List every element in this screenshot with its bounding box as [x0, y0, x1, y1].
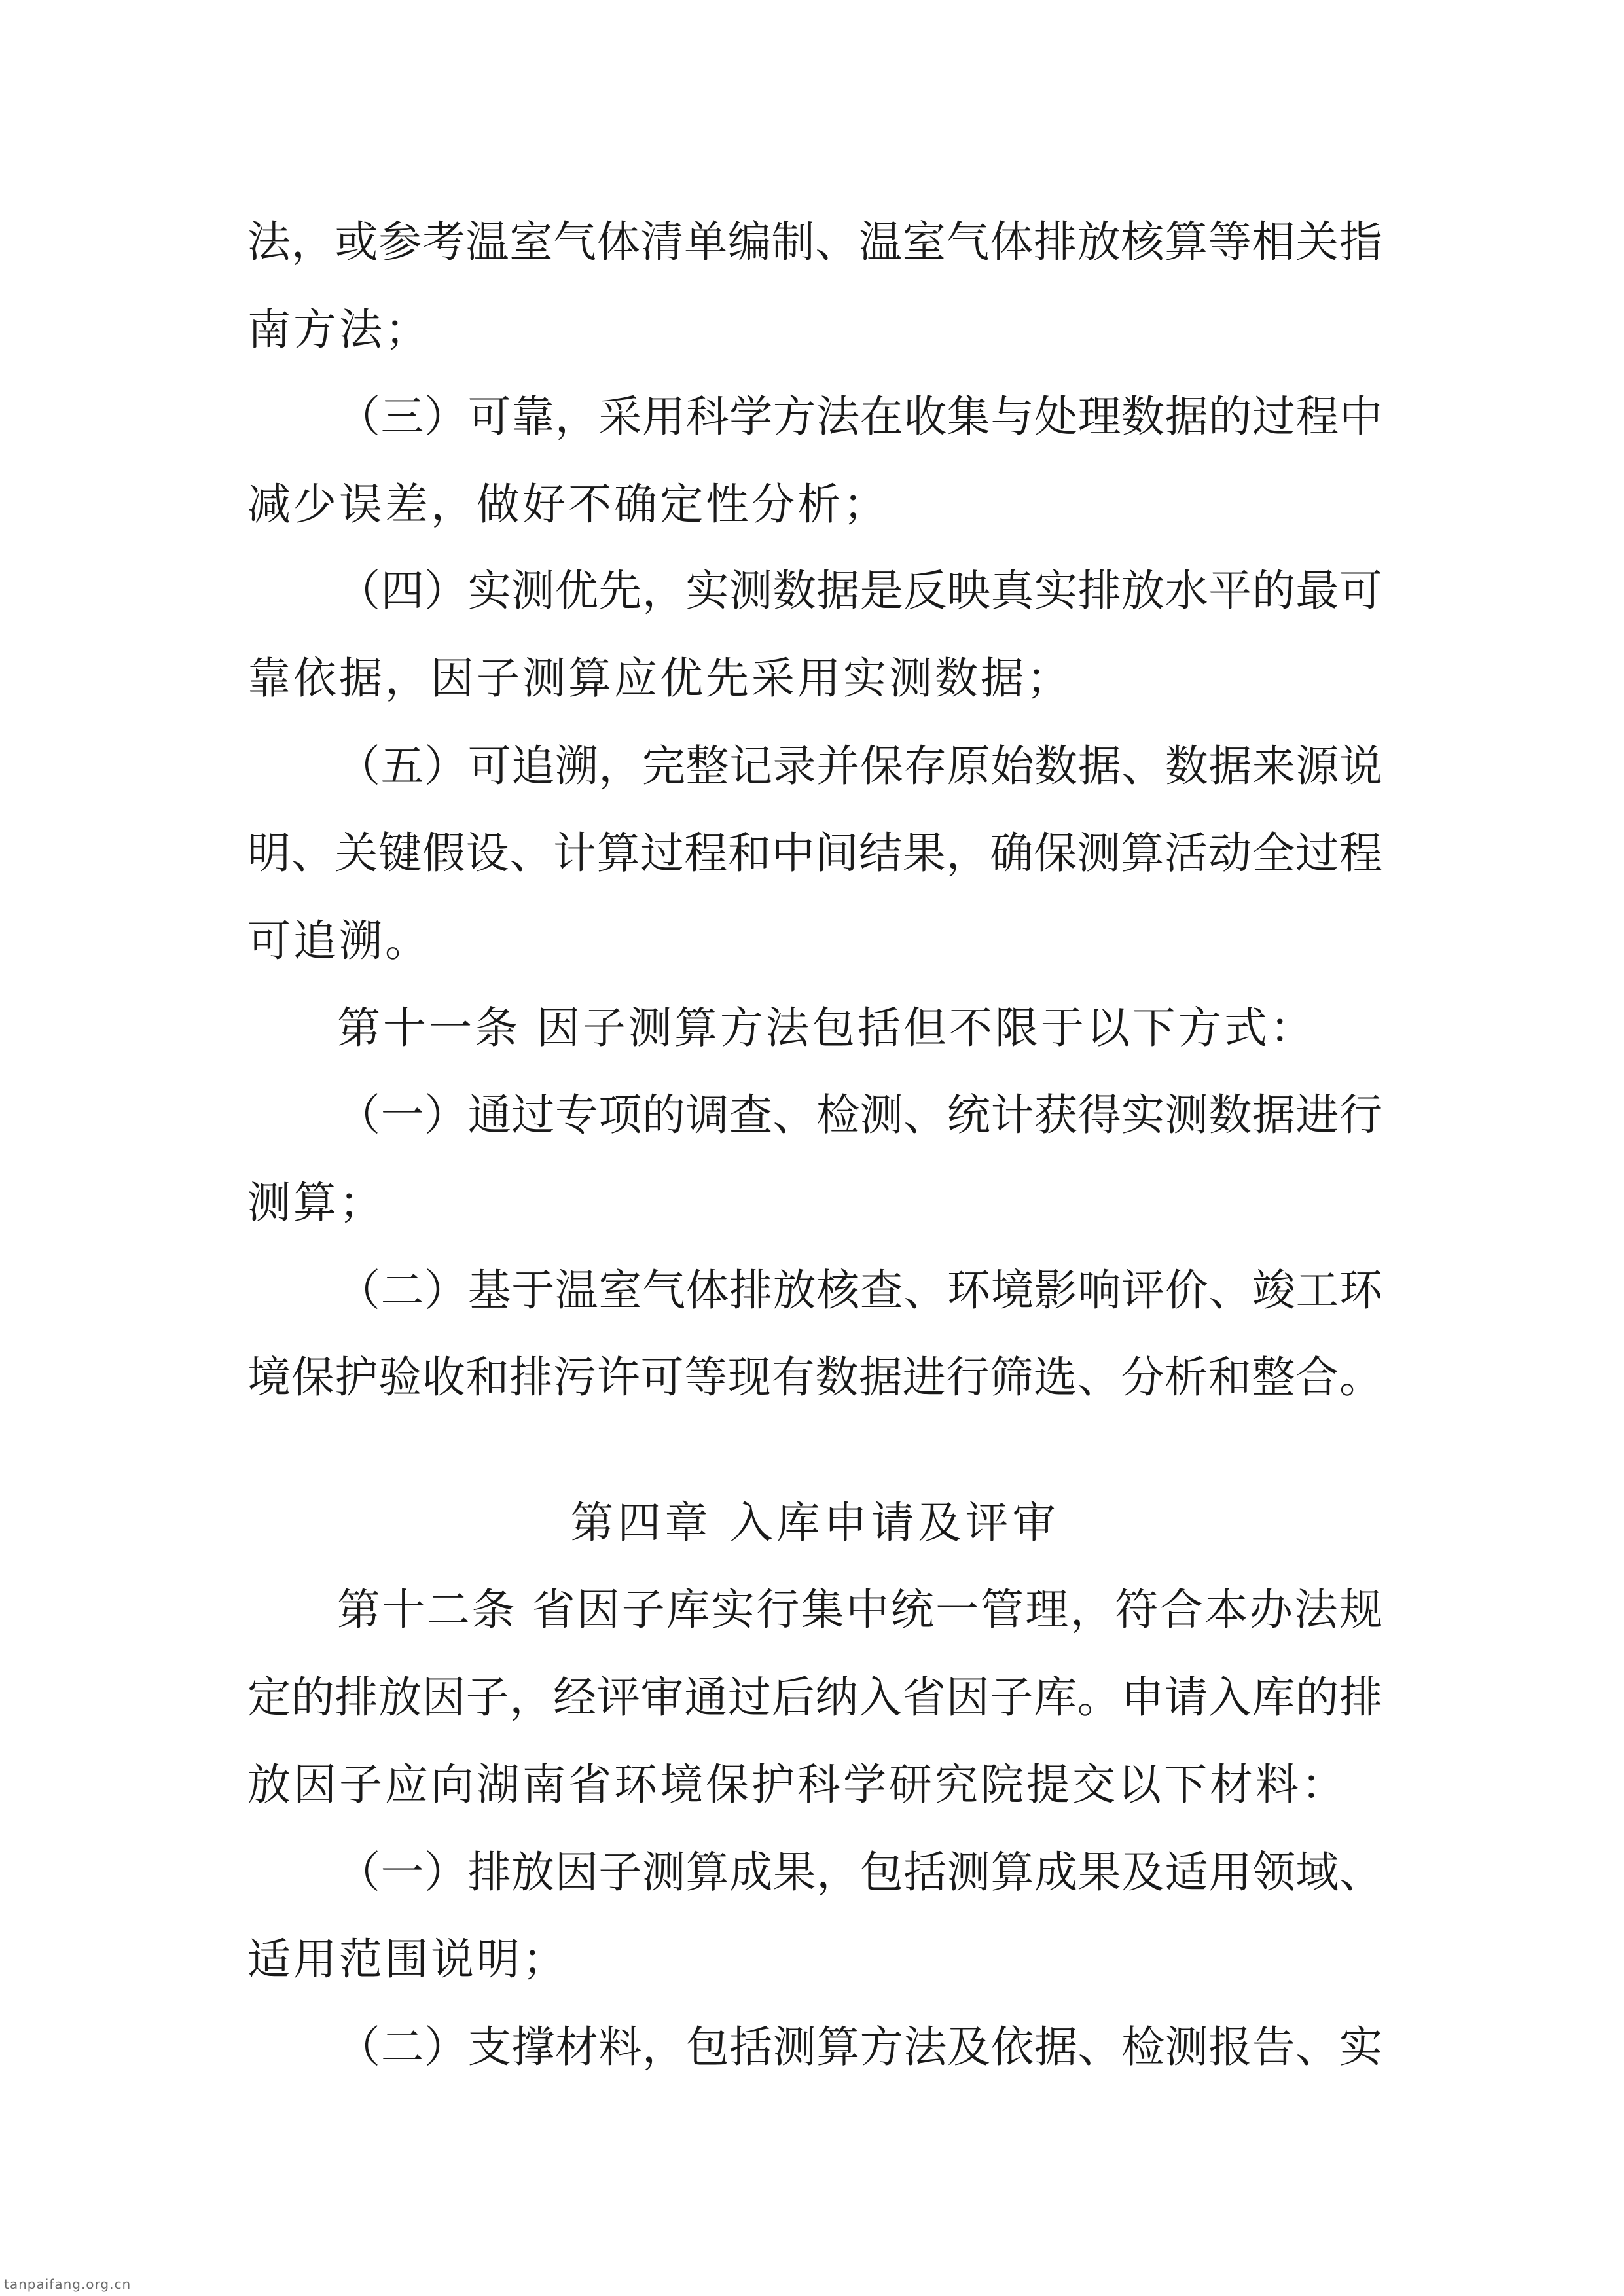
text-line: （二）支撑材料，包括测算方法及依据、检测报告、实	[337, 2022, 1382, 2072]
text-line: （一）排放因子测算成果，包括测算成果及适用领域、	[337, 1847, 1382, 1897]
article-line: 第十一条 因子测算方法包括但不限于以下方式：	[337, 1003, 1316, 1053]
text-line: （五）可追溯，完整记录并保存原始数据、数据来源说	[337, 741, 1382, 791]
text-line: （四）实测优先，实测数据是反映真实排放水平的最可	[337, 565, 1382, 616]
text-line: 明、关键假设、计算过程和中间结果，确保测算活动全过程	[247, 828, 1382, 878]
text-line: 放因子应向湖南省环境保护科学研究院提交以下材料：	[247, 1759, 1347, 1810]
text-line: （三）可靠，采用科学方法在收集与处理数据的过程中	[337, 391, 1382, 442]
text-line: （二）基于温室气体排放核查、环境影响评价、竣工环	[337, 1265, 1382, 1316]
article-line: 第十二条 省因子库实行集中统一管理，符合本办法规	[337, 1585, 1382, 1635]
text-line: 测算；	[247, 1177, 385, 1228]
text-line: 法，或参考温室气体清单编制、温室气体排放核算等相关指	[247, 217, 1382, 267]
text-line: （一）通过专项的调查、检测、统计获得实测数据进行	[337, 1090, 1382, 1140]
text-line: 定的排放因子，经评审通过后纳入省因子库。申请入库的排	[247, 1672, 1382, 1723]
text-line: 南方法；	[247, 304, 431, 355]
footer-watermark: tanpaifang.org.cn	[4, 2276, 132, 2292]
text-line: 适用范围说明；	[247, 1934, 568, 1984]
text-line: 靠依据，因子测算应优先采用实测数据；	[247, 653, 1072, 704]
chapter-heading: 第四章 入库申请及评审	[570, 1498, 1060, 1548]
text-line: 境保护验收和排污许可等现有数据进行筛选、分析和整合。	[247, 1352, 1382, 1403]
text-line: 减少误差，做好不确定性分析；	[247, 479, 889, 529]
text-line: 可追溯。	[247, 916, 431, 966]
